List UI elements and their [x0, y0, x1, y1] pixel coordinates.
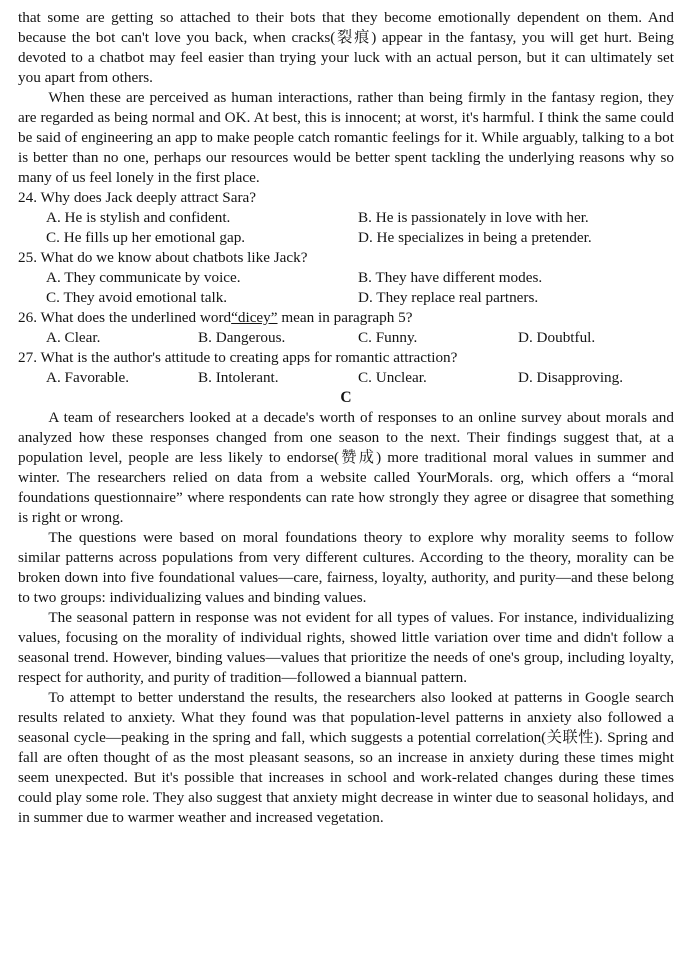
question-26-option-d: D. Doubtful.	[518, 329, 596, 346]
question-26	[18, 308, 674, 348]
question-24-option-c: C. He fills up her emotional gap.	[46, 229, 246, 246]
question-26-option-c: C. Funny.	[358, 329, 418, 346]
question-24	[18, 188, 674, 248]
question-26-options	[18, 328, 674, 348]
passage-b-paragraph-1: that some are getting so attached to their bots that they become emotionally dependent on them. And because the bot can't love you back, when cracks(裂痕) appear in the fantasy, you will get hurt. Being devoted to a chatbot may feel easier than trying your luck with an actual person, but it can ultimately set you apart from others.	[18, 9, 674, 86]
question-25	[18, 248, 674, 308]
question-24-stem: 24. Why does Jack deeply attract Sara?	[18, 189, 256, 206]
question-26-option-a: A. Clear.	[46, 329, 101, 346]
section-c-heading: C	[340, 389, 352, 406]
question-27-option-b: B. Intolerant.	[198, 369, 279, 386]
question-27-options	[18, 368, 674, 388]
question-26-stem-before: 26. What does the underlined word	[18, 309, 232, 326]
question-25-option-a: A. They communicate by voice.	[46, 269, 241, 286]
question-26-option-b: B. Dangerous.	[198, 329, 286, 346]
question-25-option-d: D. They replace real partners.	[358, 289, 539, 306]
question-25-option-b: B. They have different modes.	[358, 269, 543, 286]
question-27-option-a: A. Favorable.	[46, 369, 130, 386]
question-27	[18, 348, 674, 388]
section-c-paragraph-2: The questions were based on moral foundations theory to explore why morality seems to follow similar patterns across populations from very different cultures. According to the theory, morality can be broken down into five foundational values—care, fairness, loyalty, authority, and purity—and these belong to two groups: individualizing values and binding values.	[18, 529, 674, 606]
question-27-stem: 27. What is the author's attitude to creating apps for romantic attraction?	[18, 349, 458, 366]
question-26-underlined-word: “dicey”	[231, 309, 278, 326]
question-27-option-c: C. Unclear.	[358, 369, 427, 386]
question-24-option-b: B. He is passionately in love with her.	[358, 209, 589, 226]
question-24-options	[18, 208, 674, 248]
question-24-option-a: A. He is stylish and confident.	[46, 209, 231, 226]
passage-b-paragraph-2: When these are perceived as human interactions, rather than being firmly in the fantasy region, they are regarded as being normal and OK. At best, this is innocent; at worst, it's harmful. I think the same could be said of engineering an app to make people catch romantic feelings for it. While arguably, talking to a bot is better than no one, perhaps our resources would be better spent tackling the underlying reasons why so many of us feel lonely in the first place.	[18, 89, 674, 186]
section-c-paragraph-4: To attempt to better understand the results, the researchers also looked at patterns in Google search results related to anxiety. What they found was that population-level patterns in anxiety also followed a seasonal cycle—peaking in the spring and fall, which suggests a potential correlation(关联性). Spring and fall are often thought of as the most pleasant seasons, so an increase in anxiety during these times might seem unexpected. But it's possible that increases in school and work-related changes during these times could play some role. They also suggest that anxiety might decrease in winter due to seasonal holidays, and in summer due to warmer weather and increased vegetation.	[18, 689, 674, 826]
question-24-option-d: D. He specializes in being a pretender.	[358, 229, 592, 246]
question-27-option-d: D. Disapproving.	[518, 369, 624, 386]
section-c-paragraph-1: A team of researchers looked at a decade's worth of responses to an online survey about morals and analyzed how these responses changed from one season to the next. Their findings suggest that, at a population level, people are less likely to endorse(赞成) more traditional moral values in summer and winter. The researchers relied on data from a website called YourMorals. org, which offers a “moral foundations questionnaire” where respondents can rate how strongly they agree or disagree that something is right or wrong.	[18, 409, 674, 526]
question-25-options	[18, 268, 674, 308]
section-c-paragraph-3: The seasonal pattern in response was not evident for all types of values. For instance, individualizing values, focusing on the morality of individual rights, showed little variation over time and didn't follow a seasonal trend. However, binding values—values that prioritize the needs of one's group, including loyalty, respect for authority, and purity of tradition—followed a biannual pattern.	[18, 609, 674, 686]
question-25-option-c: C. They avoid emotional talk.	[46, 289, 228, 306]
exam-page	[18, 8, 674, 828]
question-25-stem: 25. What do we know about chatbots like Jack?	[18, 249, 308, 266]
question-26-stem-after: mean in paragraph 5?	[277, 309, 413, 326]
question-26-stem	[18, 308, 674, 328]
